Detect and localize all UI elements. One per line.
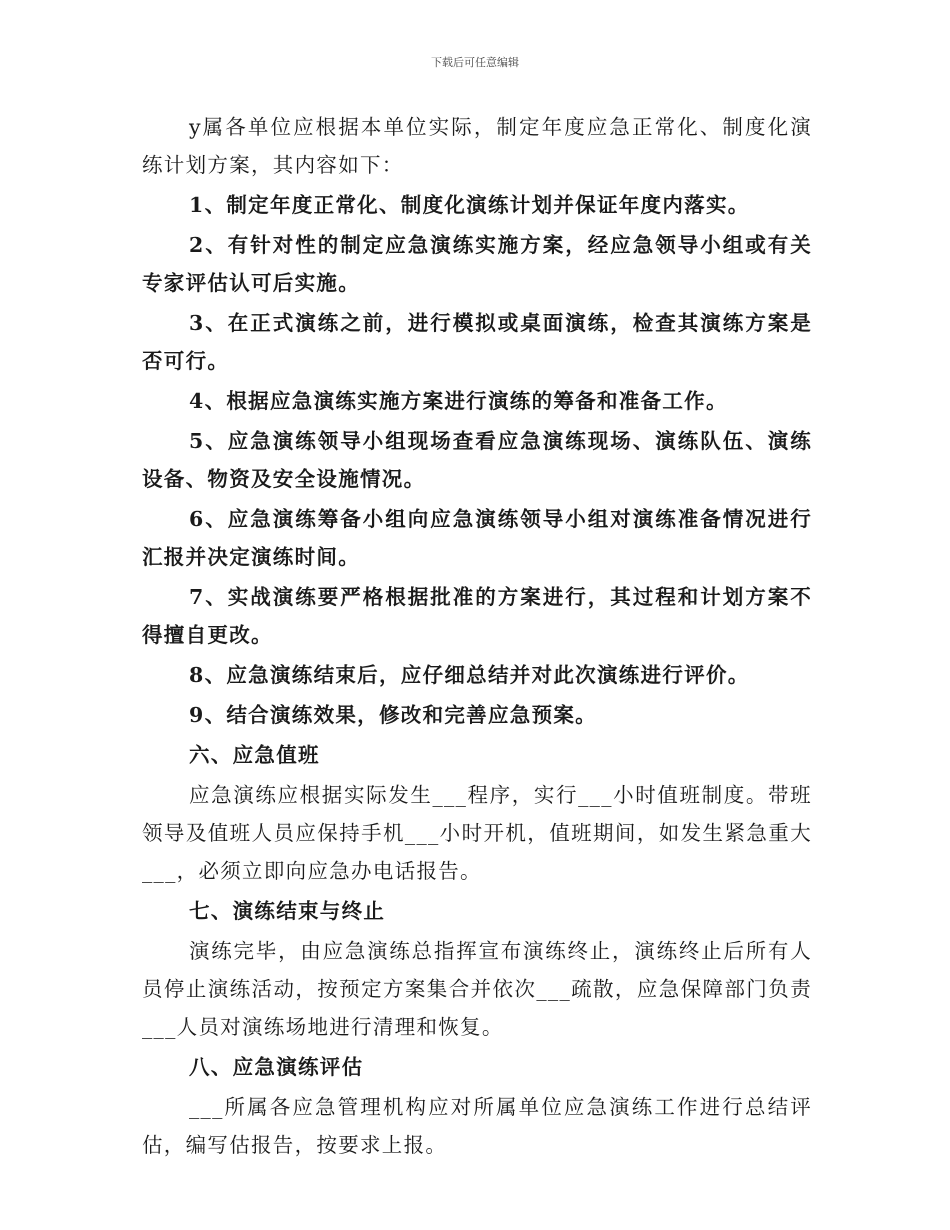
paragraph-on-duty: 应急演练应根据实际发生___程序，实行___小时值班制度。带班领导及值班人员应保持手机___小时开机，值班期间，如发生紧急重大___，必须立即向应急办电话报告。 bbox=[142, 783, 812, 883]
list-item-8: 8、应急演练结束后，应仔细总结并对此次演练进行评价。 bbox=[189, 663, 750, 687]
section-heading-7: 七、演练结束与终止 bbox=[189, 899, 386, 923]
section-heading-6: 六、应急值班 bbox=[189, 743, 320, 767]
list-item-4: 4、根据应急演练实施方案进行演练的筹备和准备工作。 bbox=[189, 389, 728, 413]
document-body bbox=[142, 108, 812, 1166]
paragraph-drill-end: 演练完毕，由应急演练总指挥宣布演练终止，演练终止后所有人员停止演练活动，按预定方案集合并依次___疏散，应急保障部门负责___人员对演练场地进行清理和恢复。 bbox=[142, 939, 812, 1039]
list-item-1: 1、制定年度正常化、制度化演练计划并保证年度内落实。 bbox=[189, 193, 750, 217]
list-item-3: 3、在正式演练之前，进行模拟或桌面演练，检查其演练方案是否可行。 bbox=[142, 311, 812, 373]
paragraph-evaluation: ___所属各应急管理机构应对所属单位应急演练工作进行总结评估，编写估报告，按要求上报。 bbox=[142, 1095, 812, 1157]
list-item-2: 2、有针对性的制定应急演练实施方案，经应急领导小组或有关专家评估认可后实施。 bbox=[142, 233, 812, 295]
section-heading-8: 八、应急演练评估 bbox=[189, 1055, 364, 1079]
paragraph-intro: y属各单位应根据本单位实际，制定年度应急正常化、制度化演练计划方案，其内容如下： bbox=[142, 115, 812, 177]
page-header: 下载后可任意编辑 bbox=[431, 56, 519, 69]
list-item-9: 9、结合演练效果，修改和完善应急预案。 bbox=[189, 703, 597, 727]
list-item-5: 5、应急演练领导小组现场查看应急演练现场、演练队伍、演练设备、物资及安全设施情况。 bbox=[142, 429, 812, 491]
list-item-6: 6、应急演练筹备小组向应急演练领导小组对演练准备情况进行汇报并决定演练时间。 bbox=[142, 507, 812, 569]
list-item-7: 7、实战演练要严格根据批准的方案进行，其过程和计划方案不得擅自更改。 bbox=[142, 585, 812, 647]
